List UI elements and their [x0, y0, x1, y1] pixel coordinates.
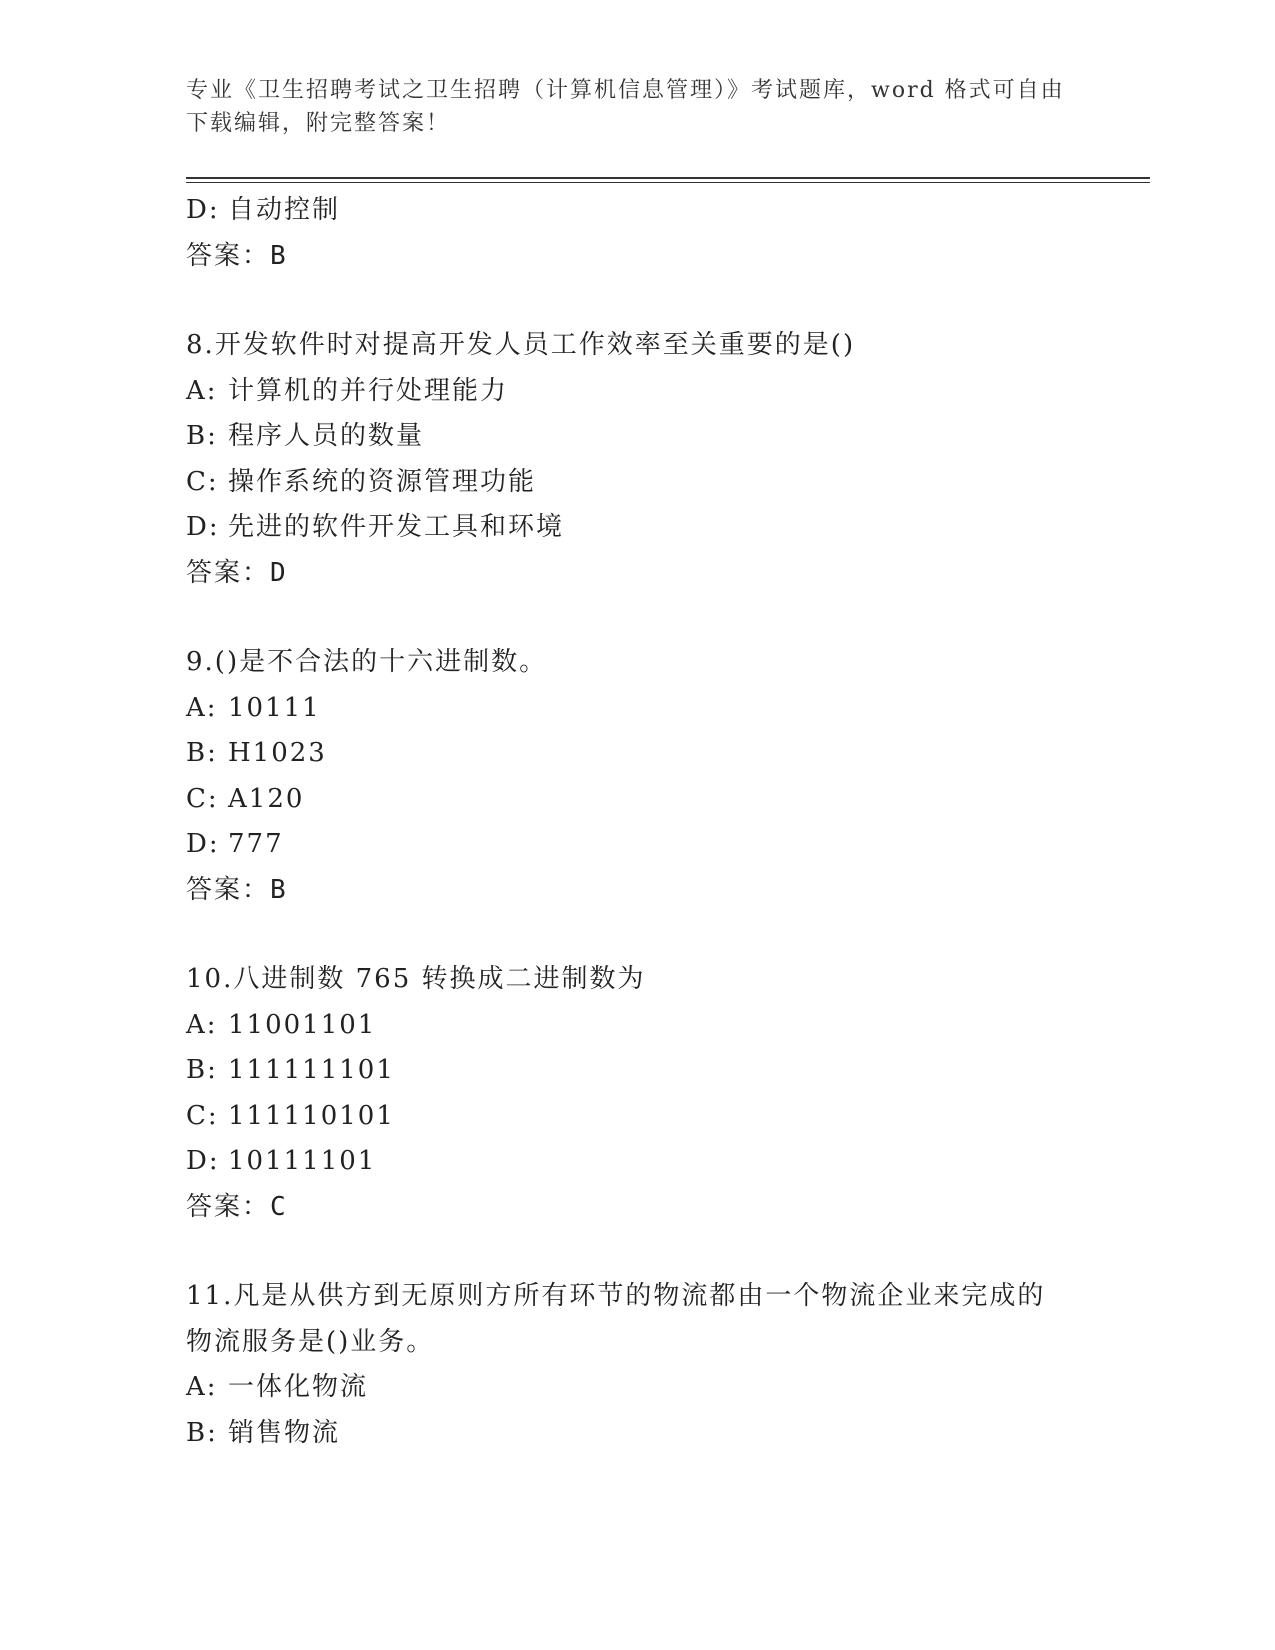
- answer-value: B: [270, 874, 287, 905]
- question-stem: 8.开发软件时对提高开发人员工作效率至关重要的是(): [186, 330, 856, 360]
- question-stem: 10.八进制数 765 转换成二进制数为: [186, 964, 646, 994]
- option-text: 操作系统的资源管理功能: [228, 466, 537, 497]
- answer-line: [186, 868, 1086, 914]
- option-label: D:: [186, 1146, 220, 1176]
- answer-line: [186, 234, 1086, 280]
- option-d: [186, 822, 1086, 868]
- option-text: 计算机的并行处理能力: [228, 375, 509, 406]
- question-spacer: [186, 1230, 1086, 1274]
- answer-value: B: [270, 240, 287, 271]
- option-a: [186, 1365, 1086, 1411]
- header-rule-thick: [186, 177, 1150, 179]
- option-text: 777: [228, 829, 284, 859]
- question-spacer: [186, 913, 1086, 957]
- option-text: H1023: [228, 738, 327, 768]
- option-text: 自动控制: [228, 195, 341, 225]
- option-b: [186, 414, 1086, 460]
- option-label: B:: [186, 738, 218, 768]
- option-text: 10111: [228, 692, 321, 723]
- answer-value: D: [270, 557, 287, 588]
- question-block-prev: [186, 188, 1086, 279]
- answer-label: 答案：: [186, 874, 271, 905]
- answer-label: 答案：: [186, 557, 271, 588]
- option-c: [186, 1094, 1086, 1140]
- option-c: [186, 460, 1086, 506]
- option-d: [186, 1139, 1086, 1185]
- question-block-9: [186, 640, 1086, 913]
- header-rule-thin: [186, 182, 1150, 183]
- document-header: 专业《卫生招聘考试之卫生招聘（计算机信息管理）》考试题库，word 格式可自由下载编辑，附完整答案！: [186, 78, 1065, 136]
- question-spacer: [186, 279, 1086, 323]
- option-text: 11001101: [228, 1009, 377, 1040]
- answer-line: [186, 551, 1086, 597]
- question-block-10: [186, 957, 1086, 1230]
- option-label: C:: [186, 1100, 219, 1131]
- option-label: B:: [186, 1055, 218, 1085]
- option-text: A120: [228, 783, 305, 814]
- option-b: [186, 1411, 1086, 1457]
- option-text: 10111101: [228, 1146, 377, 1176]
- option-label: A:: [186, 375, 218, 406]
- option-text: 一体化物流: [228, 1372, 369, 1402]
- question-block-8: [186, 323, 1086, 596]
- option-text: 程序人员的数量: [228, 421, 425, 451]
- option-label: B:: [186, 1417, 218, 1448]
- question-stem: 9.()是不合法的十六进制数。: [186, 647, 548, 677]
- option-a: [186, 369, 1086, 415]
- option-b: [186, 731, 1086, 777]
- question-spacer: [186, 596, 1086, 640]
- option-label: A:: [186, 1372, 218, 1402]
- answer-line: [186, 1185, 1086, 1231]
- option-text: 111110101: [228, 1100, 395, 1131]
- option-label: C:: [186, 466, 219, 497]
- option-label: B:: [186, 421, 218, 451]
- option-text: 先进的软件开发工具和环境: [228, 512, 565, 542]
- option-c: [186, 777, 1086, 823]
- option-label: D:: [186, 829, 220, 859]
- question-stem: 11.凡是从供方到无原则方所有环节的物流都由一个物流企业来完成的物流服务是()业务。: [186, 1281, 1046, 1357]
- option-label: D:: [186, 512, 220, 542]
- question-list: [186, 188, 1086, 1456]
- option-label: C:: [186, 783, 219, 814]
- option-d: [186, 505, 1086, 551]
- answer-value: C: [270, 1191, 287, 1222]
- option-a: [186, 1003, 1086, 1049]
- answer-label: 答案：: [186, 240, 271, 271]
- option-d: [186, 188, 1086, 234]
- option-label: A:: [186, 692, 218, 723]
- answer-label: 答案：: [186, 1191, 271, 1222]
- option-text: 销售物流: [228, 1417, 341, 1448]
- option-text: 111111101: [228, 1055, 395, 1085]
- option-label: D:: [186, 195, 220, 225]
- question-block-11: [186, 1274, 1086, 1456]
- option-a: [186, 686, 1086, 732]
- option-label: A:: [186, 1009, 218, 1040]
- option-b: [186, 1048, 1086, 1094]
